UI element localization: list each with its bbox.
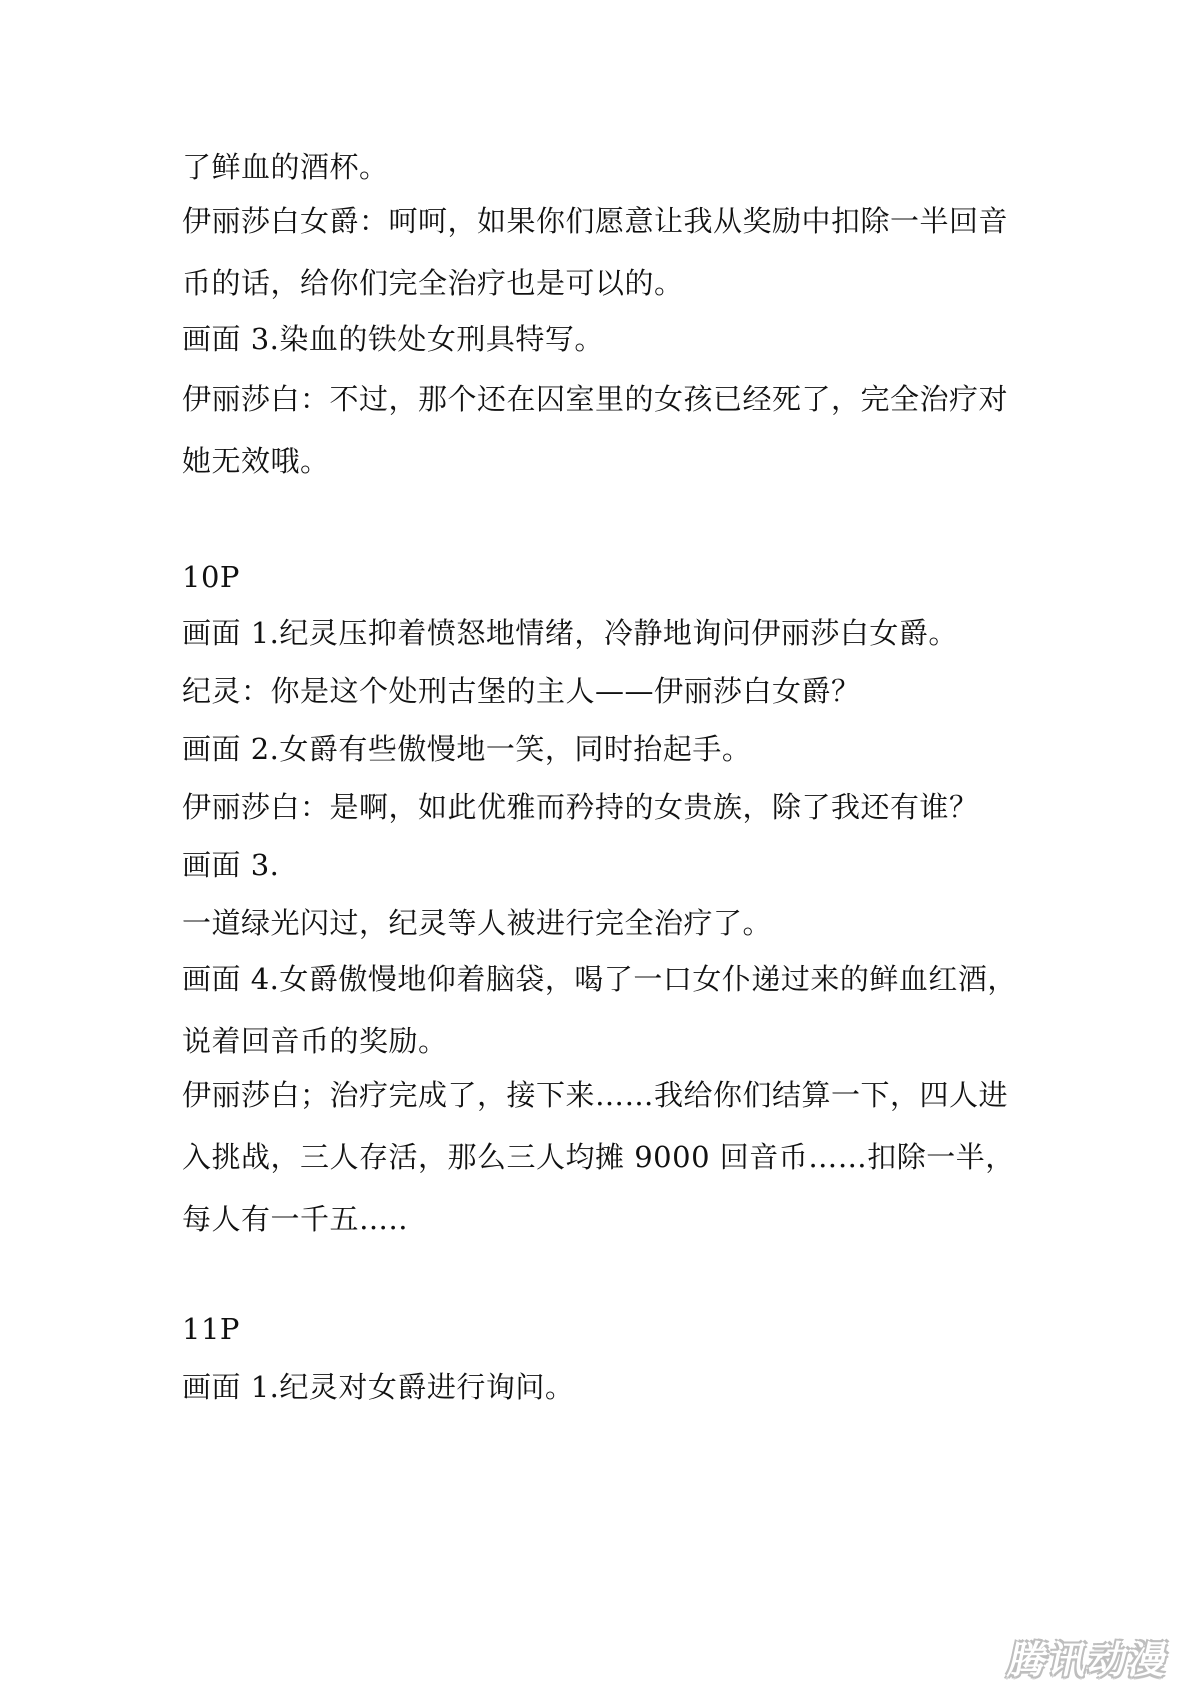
paragraph-10: 画面 3. [182, 848, 280, 882]
paragraph-15: 画面 1.纪灵对女爵进行询问。 [182, 1370, 575, 1404]
paragraph-3: 画面 3.染血的铁处女刑具特写。 [182, 322, 604, 356]
paragraph-13: 伊丽莎白；治疗完成了，接下来……我给你们结算一下，四人进入挑战，三人存活，那么三人均摊 9000 回音币……扣除一半，每人有一千五….. [182, 1078, 1015, 1236]
paragraph-11: 一道绿光闪过，纪灵等人被进行完全治疗了。 [182, 906, 773, 940]
paragraph-7: 纪灵：你是这个处刑古堡的主人——伊丽莎白女爵？ [182, 674, 861, 708]
page-heading-10p: 10P [182, 560, 240, 594]
paragraph-9: 伊丽莎白：是啊，如此优雅而矜持的女贵族，除了我还有谁？ [182, 790, 979, 824]
watermark-text: 腾讯动漫 [1004, 1637, 1174, 1682]
paragraph-12: 画面 4.女爵傲慢地仰着脑袋，喝了一口女仆递过来的鲜血红酒，说着回音币的奖励。 [182, 962, 1017, 1058]
watermark-logo [989, 1633, 1191, 1682]
paragraph-6: 画面 1.纪灵压抑着愤怒地情绪，冷静地询问伊丽莎白女爵。 [182, 616, 958, 650]
paragraph-2: 伊丽莎白女爵：呵呵，如果你们愿意让我从奖励中扣除一半回音币的话，给你们完全治疗也是可以的。 [182, 204, 1009, 300]
page-heading-11p: 11P [182, 1312, 240, 1346]
paragraph-8: 画面 2.女爵有些傲慢地一笑，同时抬起手。 [182, 732, 752, 766]
paragraph-1: 了鲜血的酒杯。 [182, 150, 389, 184]
paragraph-4: 伊丽莎白：不过，那个还在囚室里的女孩已经死了，完全治疗对她无效哦。 [182, 382, 1009, 478]
